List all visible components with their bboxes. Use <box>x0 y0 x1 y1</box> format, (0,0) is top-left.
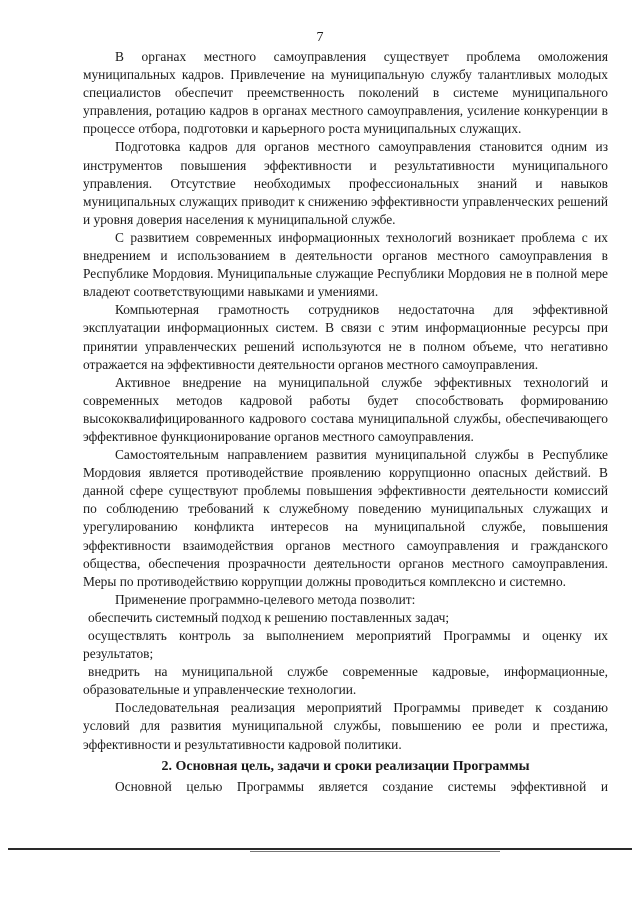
paragraph: Компьютерная грамотность сотрудников недостаточна для эффективной эксплуатации информационных систем. В связи с этим информационные ресурсы при принятии управленческих решений используются не в полном объеме, что негативно отражается на эффективности деятельности органов местного самоуправления. <box>83 302 608 372</box>
section-heading: 2. Основная цель, задачи и сроки реализации Программы <box>161 758 530 774</box>
paragraph: С развитием современных информационных технологий возникает проблема с их внедрением и использованием в деятельности органов местного самоуправления в Республике Мордовия. Муниципальные служащие Республики Мордовия не в полной мере владеют соответствующими навыками и умениями. <box>83 229 608 300</box>
page-number: 7 <box>316 30 324 45</box>
paragraph: Самостоятельным направлением развития муниципальной службы в Республике Мордовия является противодействие проявлению коррупционно опасных действий. В данной сфере существуют проблемы повышения эффективности деятельности комиссий по соблюдению требований к служебному поведению муниципальных служащих и урегулированию конфликта интересов на муниципальной службе, повышения эффективности взаимодействия органов местного самоуправления и гражданского общества, обеспечения прозрачности деятельности органов местного самоуправления. Меры по противодействию коррупции должны проводиться комплексно и системно. <box>83 447 608 589</box>
list-item: осуществлять контроль за выполнением мероприятий Программы и оценку их результатов; <box>83 628 608 662</box>
paragraph: Подготовка кадров для органов местного самоуправления становится одним из инструментов повышения эффективности и результативности муниципального управления. Отсутствие необходимых профессиональных знаний и навыков муниципальных служащих приводит к снижению эффективности управленческих решений и уровня доверия населения к муниципальной службе. <box>83 139 608 227</box>
document-body <box>83 48 608 796</box>
paragraph: В органах местного самоуправления существует проблема омоложения муниципальных кадров. Привлечение на муниципальную службу талантливых молодых специалистов обеспечит преемственность поколений в системе муниципального управления, ротацию кадров в органах местного самоуправления, усиление конкуренции в процессе отбора, подготовки и карьерного роста муниципальных служащих. <box>83 49 608 137</box>
section-first-line: Основной целью Программы является создание системы эффективной и <box>115 778 608 794</box>
scan-edge-line <box>8 848 632 850</box>
closing-paragraph: Последовательная реализация мероприятий Программы приведет к созданию условий для развития муниципальной службы, повышению ее роли и престижа, эффективности и результативности кадровой политики. <box>83 700 608 752</box>
scan-edge-line-secondary <box>250 851 500 852</box>
paragraph: Применение программно-целевого метода позволит: <box>115 591 416 607</box>
list-item: внедрить на муниципальной службе современные кадровые, информационные, образовательные и управленческие технологии. <box>83 664 608 698</box>
paragraph: Активное внедрение на муниципальной службе эффективных технологий и современных методов кадровой работы будет способствовать формированию высококвалифицированного кадрового состава муниципальной службы, обеспечивающего эффективное функционирование органов местного самоуправления. <box>83 374 608 444</box>
list-item: обеспечить системный подход к решению поставленных задач; <box>88 609 450 625</box>
